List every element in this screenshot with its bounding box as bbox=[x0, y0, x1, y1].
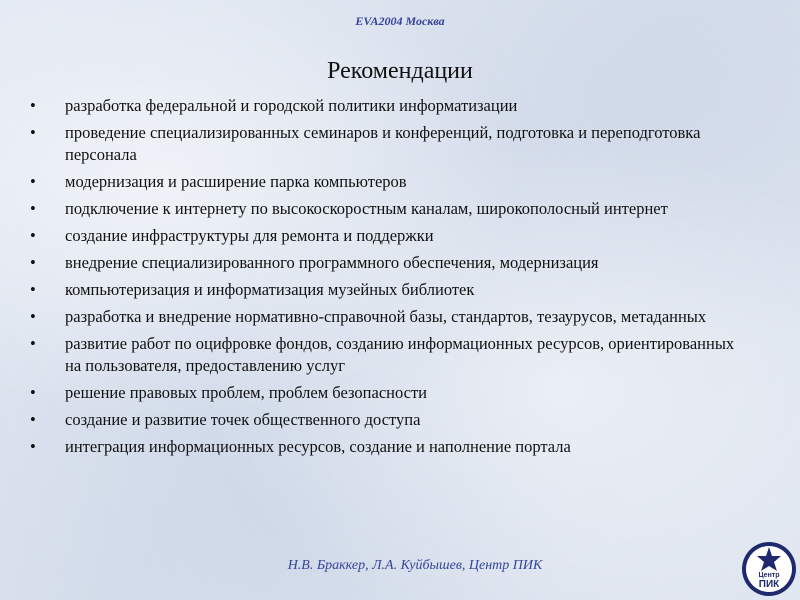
pik-center-logo-icon bbox=[741, 541, 797, 597]
list-item-text: проведение специализированных семинаров и конференций, подготовка и переподготовка персонала bbox=[65, 123, 701, 164]
list-item-text: разработка и внедрение нормативно-справочной базы, стандартов, тезаурусов, метаданных bbox=[65, 307, 707, 326]
logo-line2: ПИК bbox=[758, 579, 780, 590]
list-item-text: развитие работ по оцифровке фондов, созданию информационных ресурсов, ориентированных на пользователя, предоставлению услуг bbox=[65, 334, 735, 375]
logo-line1: Центр bbox=[758, 572, 780, 579]
list-item-text: модернизация и расширение парка компьютеров bbox=[65, 172, 407, 191]
list-item-text: компьютеризация и информатизация музейных библиотек bbox=[65, 280, 475, 299]
list-item bbox=[30, 382, 750, 404]
bullet-icon: • bbox=[30, 226, 36, 245]
bullet-icon: • bbox=[30, 253, 36, 272]
list-item bbox=[30, 171, 750, 193]
list-item bbox=[30, 436, 750, 458]
list-item-text: подключение к интернету по высокоскоростным каналам, широкополосный интернет bbox=[65, 199, 668, 218]
header-text: EVA2004 Москва bbox=[355, 14, 445, 28]
recommendations-list bbox=[30, 95, 750, 463]
bullet-icon: • bbox=[30, 410, 36, 429]
list-item-text: разработка федеральной и городской политики информатизации bbox=[65, 96, 518, 115]
bullet-icon: • bbox=[30, 383, 36, 402]
slide-title: Рекомендации bbox=[327, 58, 473, 84]
bullet-icon: • bbox=[30, 96, 36, 115]
list-item-text: создание инфраструктуры для ремонта и поддержки bbox=[65, 226, 434, 245]
list-item bbox=[30, 409, 750, 431]
bullet-icon: • bbox=[30, 437, 36, 456]
list-item-text: решение правовых проблем, проблем безопасности bbox=[65, 383, 428, 402]
list-item-text: создание и развитие точек общественного доступа bbox=[65, 410, 421, 429]
list-item bbox=[30, 122, 750, 166]
bullet-icon: • bbox=[30, 123, 36, 142]
bullet-icon: • bbox=[30, 280, 36, 299]
bullet-icon: • bbox=[30, 199, 36, 218]
list-item bbox=[30, 333, 750, 377]
list-item-text: интеграция информационных ресурсов, создание и наполнение портала bbox=[65, 437, 571, 456]
list-item bbox=[30, 306, 750, 328]
list-item bbox=[30, 225, 750, 247]
bullet-icon: • bbox=[30, 172, 36, 191]
list-item bbox=[30, 279, 750, 301]
bullet-icon: • bbox=[30, 334, 36, 353]
bullet-icon: • bbox=[30, 307, 36, 326]
list-item bbox=[30, 198, 750, 220]
list-item-text: внедрение специализированного программного обеспечения, модернизация bbox=[65, 253, 599, 272]
list-item bbox=[30, 95, 750, 117]
footer-authors: Н.В. Браккер, Л.А. Куйбышев, Центр ПИК bbox=[287, 558, 543, 573]
list-item bbox=[30, 252, 750, 274]
